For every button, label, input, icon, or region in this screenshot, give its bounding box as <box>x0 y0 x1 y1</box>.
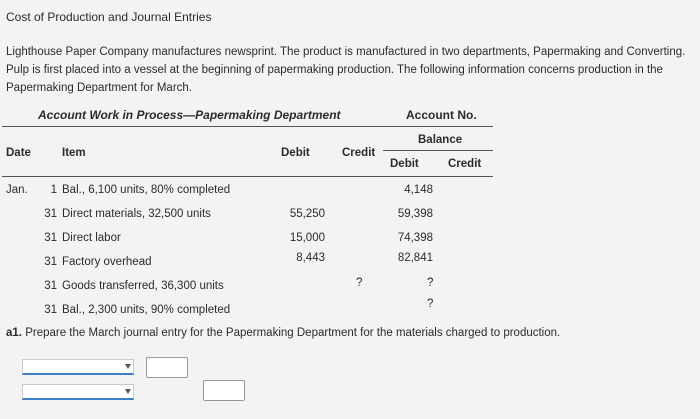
row-day: 31 <box>44 280 57 292</box>
account-title: Account Work in Process—Papermaking Department <box>38 108 341 122</box>
journal-debit-input-1[interactable] <box>146 357 188 378</box>
journal-credit-input-2[interactable] <box>203 380 245 401</box>
header-bottom-rule <box>2 176 493 177</box>
row-balance-debit-unknown: ? <box>427 298 434 310</box>
row-item: Goods transferred, 36,300 units <box>62 280 224 292</box>
row-day: 31 <box>44 208 57 220</box>
row-balance-debit-unknown: ? <box>427 277 434 289</box>
balance-credit-header: Credit <box>448 158 482 170</box>
row-balance-debit: 59,398 <box>397 208 433 220</box>
row-day: 31 <box>44 256 57 268</box>
balance-header: Balance <box>418 134 463 146</box>
row-item: Direct labor <box>62 232 121 244</box>
row-debit: 55,250 <box>289 208 325 220</box>
row-balance-debit: 82,841 <box>397 252 433 264</box>
question-prompt <box>6 327 560 339</box>
balance-debit-header: Debit <box>390 158 419 170</box>
row-item: Direct materials, 32,500 units <box>62 208 211 220</box>
chevron-down-icon <box>125 364 131 369</box>
question-label: a1. <box>6 327 22 339</box>
page-title: Cost of Production and Journal Entries <box>6 10 212 24</box>
question-text: Prepare the March journal entry for the Papermaking Department for the materials charged to production. <box>25 327 561 339</box>
row-day: 31 <box>44 304 57 316</box>
row-debit: 8,443 <box>296 252 325 264</box>
problem-description: Lighthouse Paper Company manufactures newsprint. The product is manufactured in two departments, Papermaking and Converting. Pulp is first placed into a vessel at the beginning of papermaking production. The following information concerns production in the Papermaking Department for March. <box>6 46 686 94</box>
row-credit-unknown: ? <box>356 277 363 289</box>
row-balance-debit: 74,398 <box>397 232 433 244</box>
balance-header-rule <box>383 150 493 151</box>
credit-header: Credit <box>342 147 376 159</box>
row-day: 31 <box>44 232 57 244</box>
month-label: Jan. <box>6 184 28 196</box>
row-day: 1 <box>50 184 57 196</box>
journal-account-select-1[interactable] <box>22 359 134 375</box>
row-debit: 15,000 <box>289 232 325 244</box>
item-header: Item <box>62 147 86 159</box>
row-item: Bal., 6,100 units, 80% completed <box>62 184 231 196</box>
chevron-down-icon <box>125 389 131 394</box>
journal-account-select-2[interactable] <box>22 384 134 400</box>
row-item: Bal., 2,300 units, 90% completed <box>62 304 231 316</box>
account-top-rule <box>2 126 493 127</box>
date-header: Date <box>6 147 31 159</box>
row-balance-debit: 4,148 <box>404 184 433 196</box>
debit-header: Debit <box>281 147 310 159</box>
row-item: Factory overhead <box>62 256 152 268</box>
account-number-label: Account No. <box>406 108 477 122</box>
